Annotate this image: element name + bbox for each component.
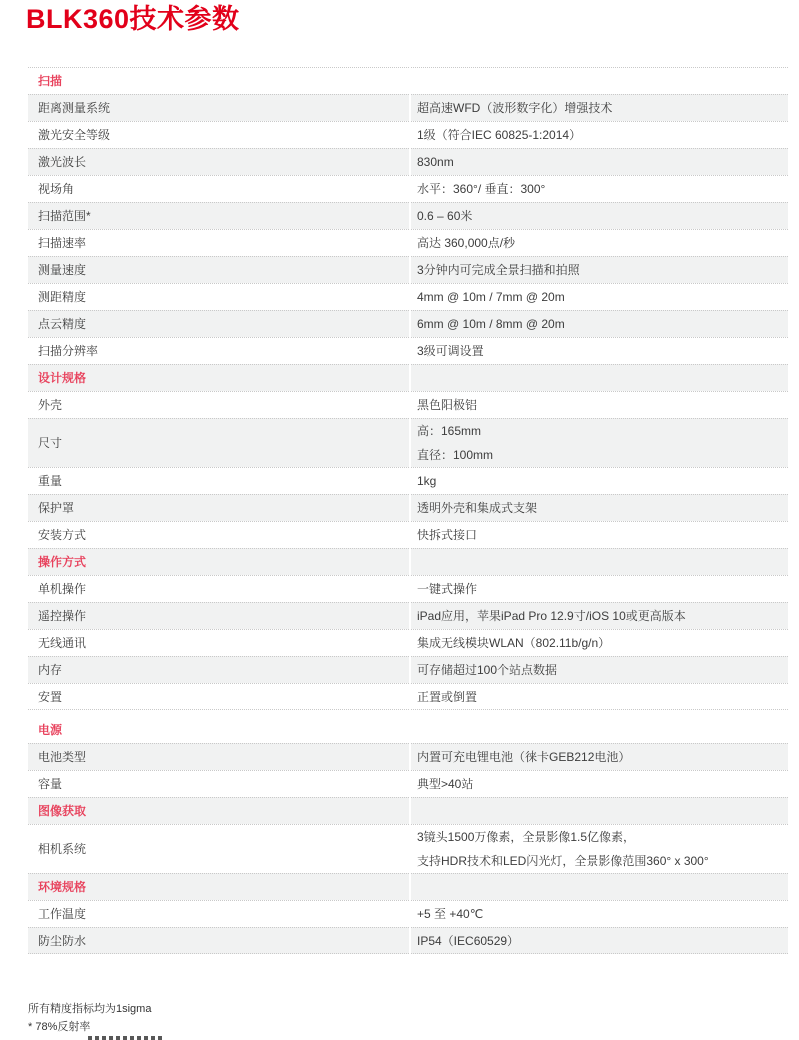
spec-value [411, 148, 788, 175]
cutoff-bottom-fragment [88, 1036, 162, 1040]
spec-value-line: +5 至 +40℃ [417, 907, 484, 921]
spec-value [411, 337, 788, 364]
spec-label: 防尘防水 [28, 927, 409, 954]
spec-value [411, 310, 788, 337]
spec-label: 点云精度 [28, 310, 409, 337]
spec-value-line: 快拆式接口 [417, 528, 478, 542]
spec-row [28, 656, 788, 683]
spec-row [28, 283, 788, 310]
footnotes [28, 1000, 799, 1036]
spec-value-line: 1级（符合IEC 60825-1:2014） [417, 128, 582, 142]
spec-label: 扫描范围* [28, 202, 409, 229]
spec-label: 遥控操作 [28, 602, 409, 629]
spec-row [28, 602, 788, 629]
spec-label: 距离测量系统 [28, 94, 409, 121]
spec-row [28, 629, 788, 656]
spec-row [28, 337, 788, 364]
section-title: 操作方式 [28, 548, 409, 575]
spec-row [28, 418, 788, 467]
spec-label: 电池类型 [28, 743, 409, 770]
spec-row [28, 202, 788, 229]
section-header-spacer [411, 716, 788, 743]
footnote-reflectivity: * 78%反射率 [28, 1021, 91, 1033]
spec-value [411, 256, 788, 283]
spec-value-line: 集成无线模块WLAN（802.11b/g/n） [417, 636, 611, 650]
spec-value [411, 900, 788, 927]
spec-value-line: 3级可调设置 [417, 344, 484, 358]
section-title: 环境规格 [28, 873, 409, 900]
section-header-row [28, 797, 788, 824]
spec-value [411, 283, 788, 310]
spec-label: 测距精度 [28, 283, 409, 310]
spec-value [411, 94, 788, 121]
spec-label: 扫描速率 [28, 229, 409, 256]
spec-value [411, 467, 788, 494]
section-header-row [28, 716, 788, 743]
spec-value [411, 521, 788, 548]
spec-value [411, 602, 788, 629]
spec-value [411, 175, 788, 202]
spec-value-line: 正置或倒置 [417, 689, 478, 704]
spec-label: 无线通讯 [28, 629, 409, 656]
spec-value [411, 629, 788, 656]
spec-row [28, 256, 788, 283]
spec-value [411, 770, 788, 797]
spec-value [411, 229, 788, 256]
spec-value [411, 121, 788, 148]
spec-value-line: iPad应用，苹果iPad Pro 12.9寸/iOS 10或更高版本 [417, 609, 686, 623]
spec-value-line: 830nm [417, 155, 454, 169]
spec-row [28, 467, 788, 494]
section-header-spacer [411, 67, 788, 94]
section-title: 图像获取 [28, 797, 409, 824]
spec-label: 相机系统 [28, 824, 409, 873]
spec-label: 保护罩 [28, 494, 409, 521]
spec-row [28, 743, 788, 770]
spec-label: 单机操作 [28, 575, 409, 602]
spec-row [28, 148, 788, 175]
section-header-spacer [411, 364, 788, 391]
spec-value-line: 1kg [417, 474, 437, 488]
spec-row [28, 94, 788, 121]
section-title: 设计规格 [28, 364, 409, 391]
section-header-spacer [411, 873, 788, 900]
spec-label: 外壳 [28, 391, 409, 418]
spec-value-line: 水平：360°/ 垂直：300° [417, 182, 546, 196]
section-header-spacer [411, 548, 788, 575]
spec-row [28, 575, 788, 602]
spec-value-line: 6mm @ 10m / 8mm @ 20m [417, 317, 565, 331]
spec-row [28, 121, 788, 148]
spec-value-line: 一键式操作 [417, 582, 478, 596]
spec-row [28, 229, 788, 256]
spec-row [28, 824, 788, 873]
section-header-row [28, 873, 788, 900]
spec-row [28, 391, 788, 418]
spec-label: 尺寸 [28, 418, 409, 467]
spec-value [411, 824, 788, 873]
spec-value-line: 4mm @ 10m / 7mm @ 20m [417, 290, 565, 304]
section-header-row [28, 548, 788, 575]
spec-value [411, 683, 788, 710]
spec-value-line: 超高速WFD（波形数字化）增强技术 [417, 101, 613, 115]
spec-value-line: 3分钟内可完成全景扫描和拍照 [417, 263, 580, 277]
spec-value [411, 391, 788, 418]
spec-label: 激光安全等级 [28, 121, 409, 148]
spec-value-line: 高：165mm [417, 424, 482, 438]
page-title: BLK360技术参数 [26, 4, 240, 34]
spec-row [28, 770, 788, 797]
spec-value-line: 0.6 – 60米 [417, 209, 473, 223]
section-header-row [28, 67, 788, 94]
spec-value-line: 可存储超过100个站点数据 [417, 663, 558, 677]
spec-row [28, 175, 788, 202]
spec-label: 内存 [28, 656, 409, 683]
spec-label: 容量 [28, 770, 409, 797]
spec-value [411, 494, 788, 521]
spec-value [411, 418, 788, 467]
spec-table [28, 67, 788, 710]
spec-value-line: IP54（IEC60529） [417, 933, 520, 948]
spec-label: 激光波长 [28, 148, 409, 175]
spec-value [411, 202, 788, 229]
spec-value-line: 黑色阳极铝 [417, 398, 478, 412]
spec-label: 工作温度 [28, 900, 409, 927]
spec-value [411, 575, 788, 602]
spec-value [411, 656, 788, 683]
spec-row [28, 927, 788, 954]
spec-label: 视场角 [28, 175, 409, 202]
section-header-spacer [411, 797, 788, 824]
section-title: 电源 [28, 716, 409, 743]
spec-tables [28, 67, 788, 954]
spec-label: 测量速度 [28, 256, 409, 283]
spec-row [28, 310, 788, 337]
spec-value [411, 927, 788, 954]
spec-label: 安置 [28, 683, 409, 710]
spec-value-line: 直径：100mm [417, 448, 494, 462]
spec-value [411, 743, 788, 770]
spec-row [28, 683, 788, 710]
spec-value-line: 支持HDR技术和LED闪光灯，全景影像范围360° x 300° [417, 854, 709, 868]
spec-value-line: 高达 360,000点/秒 [417, 236, 516, 250]
spec-row [28, 494, 788, 521]
spec-row [28, 900, 788, 927]
spec-value-line: 透明外壳和集成式支架 [417, 501, 538, 515]
spec-label: 安装方式 [28, 521, 409, 548]
section-title: 扫描 [28, 67, 409, 94]
spec-value-line: 内置可充电锂电池（徕卡GEB212电池） [417, 750, 631, 764]
section-header-row [28, 364, 788, 391]
spec-row [28, 521, 788, 548]
spec-table [28, 716, 788, 954]
footnote-accuracy-sigma: 所有精度指标均为1sigma [28, 1003, 152, 1015]
spec-value-line: 3镜头1500万像素，全景影像1.5亿像素， [417, 830, 636, 844]
spec-label: 扫描分辨率 [28, 337, 409, 364]
spec-value-line: 典型>40站 [417, 777, 474, 791]
spec-label: 重量 [28, 467, 409, 494]
